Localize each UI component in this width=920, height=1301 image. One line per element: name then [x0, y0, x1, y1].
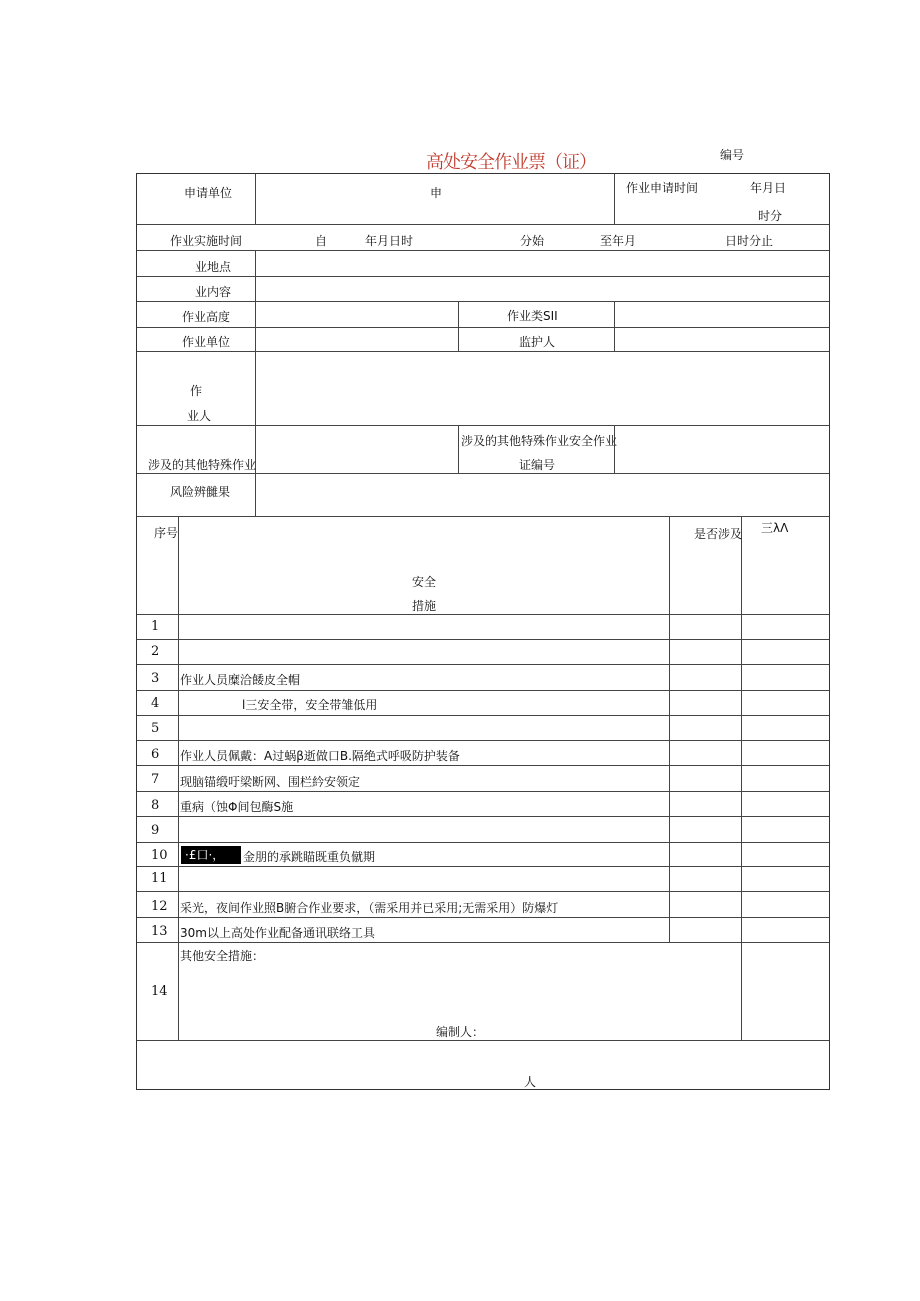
row-divider — [137, 351, 829, 352]
height-label: 作业高度 — [182, 310, 231, 324]
row-number-3: 3 — [151, 671, 160, 686]
row-number-14: 14 — [151, 984, 168, 999]
measure-text-12: 采光，夜间作业照B腑合作业要求，（需采用并已采用;无需采用）防爆灯 — [180, 901, 559, 915]
row-divider — [137, 250, 829, 251]
impl-time-label: 作业实施时间 — [170, 234, 243, 248]
measure-text-3: 作业人员糜洽餧皮全帽 — [180, 673, 301, 687]
row-divider — [137, 664, 829, 665]
special-cert-label-2: 证编号 — [519, 458, 556, 472]
row-number-2: 2 — [151, 644, 160, 659]
impl-start: 分始 — [520, 234, 545, 248]
special-work-label: 涉及的其他特殊作业 — [148, 458, 257, 472]
row-number-9: 9 — [151, 823, 160, 838]
row-number-4: 4 — [151, 696, 160, 711]
row-divider — [137, 842, 829, 843]
guardian-label: 监护人 — [519, 335, 556, 349]
row-divider — [137, 224, 829, 225]
row-divider — [137, 301, 829, 302]
row-divider — [137, 917, 829, 918]
row-divider — [137, 516, 829, 517]
apply-time-ymd: 年月日 — [750, 181, 787, 195]
col-divider — [669, 516, 670, 942]
page-title: 高处安全作业票（证） — [426, 152, 596, 173]
row-divider — [137, 1040, 829, 1041]
author-label: 编制人： — [436, 1025, 485, 1039]
col-header-no: 序号 — [154, 526, 179, 540]
row-number-10: 10 — [151, 848, 168, 863]
row-divider — [137, 327, 829, 328]
serial-number-label: 编号 — [720, 148, 745, 162]
content-label: 业内容 — [195, 285, 232, 299]
permit-form — [136, 173, 830, 1090]
col-divider — [255, 174, 256, 224]
row-number-13: 13 — [151, 924, 168, 939]
special-cert-label-1: 涉及的其他特殊作业安全作业 — [461, 434, 618, 448]
measure-text-7: 现脑锚缎吁梁断网、围栏紟安领定 — [180, 775, 361, 789]
apply-time-label: 作业申请时间 — [626, 181, 699, 195]
applicant-value: 申 — [430, 186, 443, 200]
obscured-label-box: ·£口·， — [181, 846, 241, 864]
applicant-unit-label: 申请单位 — [184, 186, 233, 200]
col-divider — [178, 516, 179, 1040]
measure-text-8: 重病（蚀Φ间包酶S施 — [180, 800, 294, 814]
row-number-6: 6 — [151, 747, 160, 762]
measure-text-10: 金朋的承跳瞄既重负僦期 — [243, 850, 376, 864]
row-number-5: 5 — [151, 721, 160, 736]
col-header-involved: 是否涉及 — [694, 527, 743, 541]
row-number-8: 8 — [151, 798, 160, 813]
row-divider — [137, 715, 829, 716]
worker-label-2: 业人 — [187, 409, 212, 423]
other-measures-label: 其他安全措施： — [180, 949, 265, 963]
col-divider — [458, 301, 459, 351]
col-divider — [614, 425, 615, 473]
col-divider — [255, 250, 256, 516]
col-divider — [458, 425, 459, 473]
col-header-measure-1: 安全 — [412, 575, 437, 589]
row-divider — [137, 942, 829, 943]
unit-label: 作业单位 — [182, 335, 231, 349]
row-divider — [137, 639, 829, 640]
col-header-confirm: 三λΛ — [761, 521, 789, 535]
impl-end: 日时分止 — [725, 234, 774, 248]
worker-label-1: 作 — [190, 384, 203, 398]
col-divider — [614, 301, 615, 351]
row-divider — [137, 425, 829, 426]
category-label: 作业类SII — [507, 309, 558, 323]
row-divider — [137, 791, 829, 792]
row-number-11: 11 — [151, 871, 168, 886]
row-divider — [137, 690, 829, 691]
row-divider — [137, 473, 829, 474]
footer-person-label: 人 — [524, 1075, 537, 1089]
row-divider — [137, 740, 829, 741]
row-number-12: 12 — [151, 899, 168, 914]
col-header-measure-2: 措施 — [412, 599, 437, 613]
row-number-1: 1 — [151, 619, 160, 634]
row-divider — [137, 891, 829, 892]
row-divider — [137, 816, 829, 817]
location-label: 业地点 — [195, 260, 232, 274]
measure-text-6: 作业人员佩戴：A过蜗β逝做口B.隔绝式呼吸防护装备 — [180, 749, 460, 763]
row-number-7: 7 — [151, 772, 160, 787]
row-divider — [137, 614, 829, 615]
col-divider — [614, 174, 615, 224]
row-divider — [137, 866, 829, 867]
risk-label: 风险辨雠果 — [170, 485, 231, 499]
impl-ymd-h: 年月日时 — [365, 234, 414, 248]
col-divider — [741, 516, 742, 1040]
apply-time-hm: 时分 — [758, 209, 783, 223]
measure-text-13: 30m以上高处作业配备通讯联络工具 — [180, 926, 375, 940]
row-divider — [137, 765, 829, 766]
row-divider — [137, 276, 829, 277]
impl-to-ym: 至年月 — [600, 234, 637, 248]
impl-from: 自 — [315, 234, 328, 248]
measure-text-4: l三安全带，安全带雏低用 — [242, 698, 378, 712]
